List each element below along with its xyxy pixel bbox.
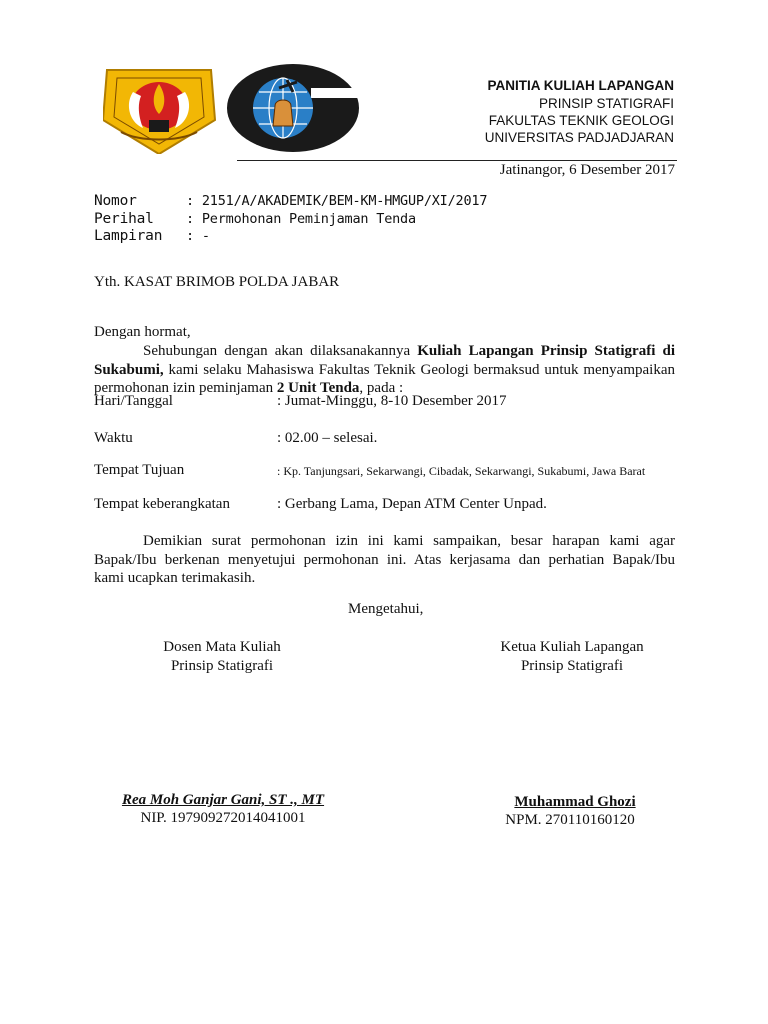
right-signatory-name — [475, 794, 675, 811]
perihal-value: : Permohonan Peminjaman Tenda — [186, 211, 416, 227]
letterhead-university: UNIVERSITAS PADJADJARAN — [484, 130, 674, 145]
detail-value-time: : 02.00 – selesai. — [277, 430, 378, 446]
letterhead-course: PRINSIP STATIGRAFI — [538, 96, 674, 111]
perihal-label: Perihal — [94, 211, 154, 227]
left-signatory-role: Dosen Mata Kuliah — [163, 639, 281, 655]
left-signatory-subject: Prinsip Statigrafi — [170, 658, 274, 674]
nomor-label: Nomor — [94, 193, 137, 209]
detail-label-time: Waktu — [94, 430, 133, 446]
closing-line-1: Demikian surat permohonan izin ini kami sampaikan, besar harapan kami agar — [143, 533, 675, 549]
right-signatory-role: Ketua Kuliah Lapangan — [500, 639, 644, 655]
acknowledged-label: Mengetahui, — [348, 601, 424, 617]
letterhead-committee: PANITIA KULIAH LAPANGAN — [487, 78, 674, 93]
recipient: Yth. KASAT BRIMOB POLDA JABAR — [94, 274, 340, 290]
letterhead-faculty: FAKULTAS TEKNIK GEOLOGI — [488, 113, 674, 128]
logo-group — [103, 62, 363, 154]
body-line-2: Sukabumi, kami selaku Mahasiswa Fakultas Teknik Geologi bermaksud untuk menyampaikan — [94, 361, 675, 378]
lampiran-label: Lampiran — [94, 228, 163, 244]
body-line-3: permohonan izin peminjaman 2 Unit Tenda, pada : — [94, 380, 404, 396]
body-line-1: Sehubungan dengan akan dilaksanakannya Kuliah Lapangan Prinsip Statigrafi di — [143, 343, 675, 359]
body-paragraph — [94, 342, 675, 398]
right-signatory-id: NPM. 270110160120 — [505, 812, 635, 828]
geology-faculty-emblem-icon — [227, 64, 363, 152]
salutation: Dengan hormat, — [94, 324, 191, 340]
detail-label-departure: Tempat keberangkatan — [94, 496, 230, 512]
detail-label-date: Hari/Tanggal — [94, 393, 173, 409]
nomor-value: : 2151/A/AKADEMIK/BEM-KM-HMGUP/XI/2017 — [186, 193, 488, 209]
detail-value-destination: : Kp. Tanjungsari, Sekarwangi, Cibadak, Sekarwangi, Sukabumi, Jawa Barat — [277, 464, 646, 478]
left-signatory-id: NIP. 197909272014041001 — [140, 810, 306, 826]
right-signatory-subject: Prinsip Statigrafi — [520, 658, 624, 674]
letterhead-logos — [103, 62, 363, 154]
closing-paragraph — [94, 532, 675, 588]
right-signatory-name-text: Muhammad Ghozi — [514, 794, 636, 810]
left-signatory-name — [100, 792, 346, 809]
detail-value-departure: : Gerbang Lama, Depan ATM Center Unpad. — [277, 496, 547, 512]
unpad-emblem-icon — [103, 70, 215, 154]
detail-label-destination: Tempat Tujuan — [94, 462, 185, 478]
closing-line-2: Bapak/Ibu berkenan menyetujui permohonan ini. Atas kerjasama dan perhatian Bapak/Ibu — [94, 551, 675, 568]
lampiran-value: : - — [186, 228, 210, 244]
closing-line-3: kami ucapkan terimakasih. — [94, 570, 256, 586]
letterhead-divider — [237, 160, 677, 161]
detail-value-date: : Jumat-Minggu, 8-10 Desember 2017 — [277, 393, 507, 409]
left-signatory-name-text: Rea Moh Ganjar Gani, ST ., MT — [121, 792, 325, 808]
place-date: Jatinangor, 6 Desember 2017 — [499, 162, 675, 178]
